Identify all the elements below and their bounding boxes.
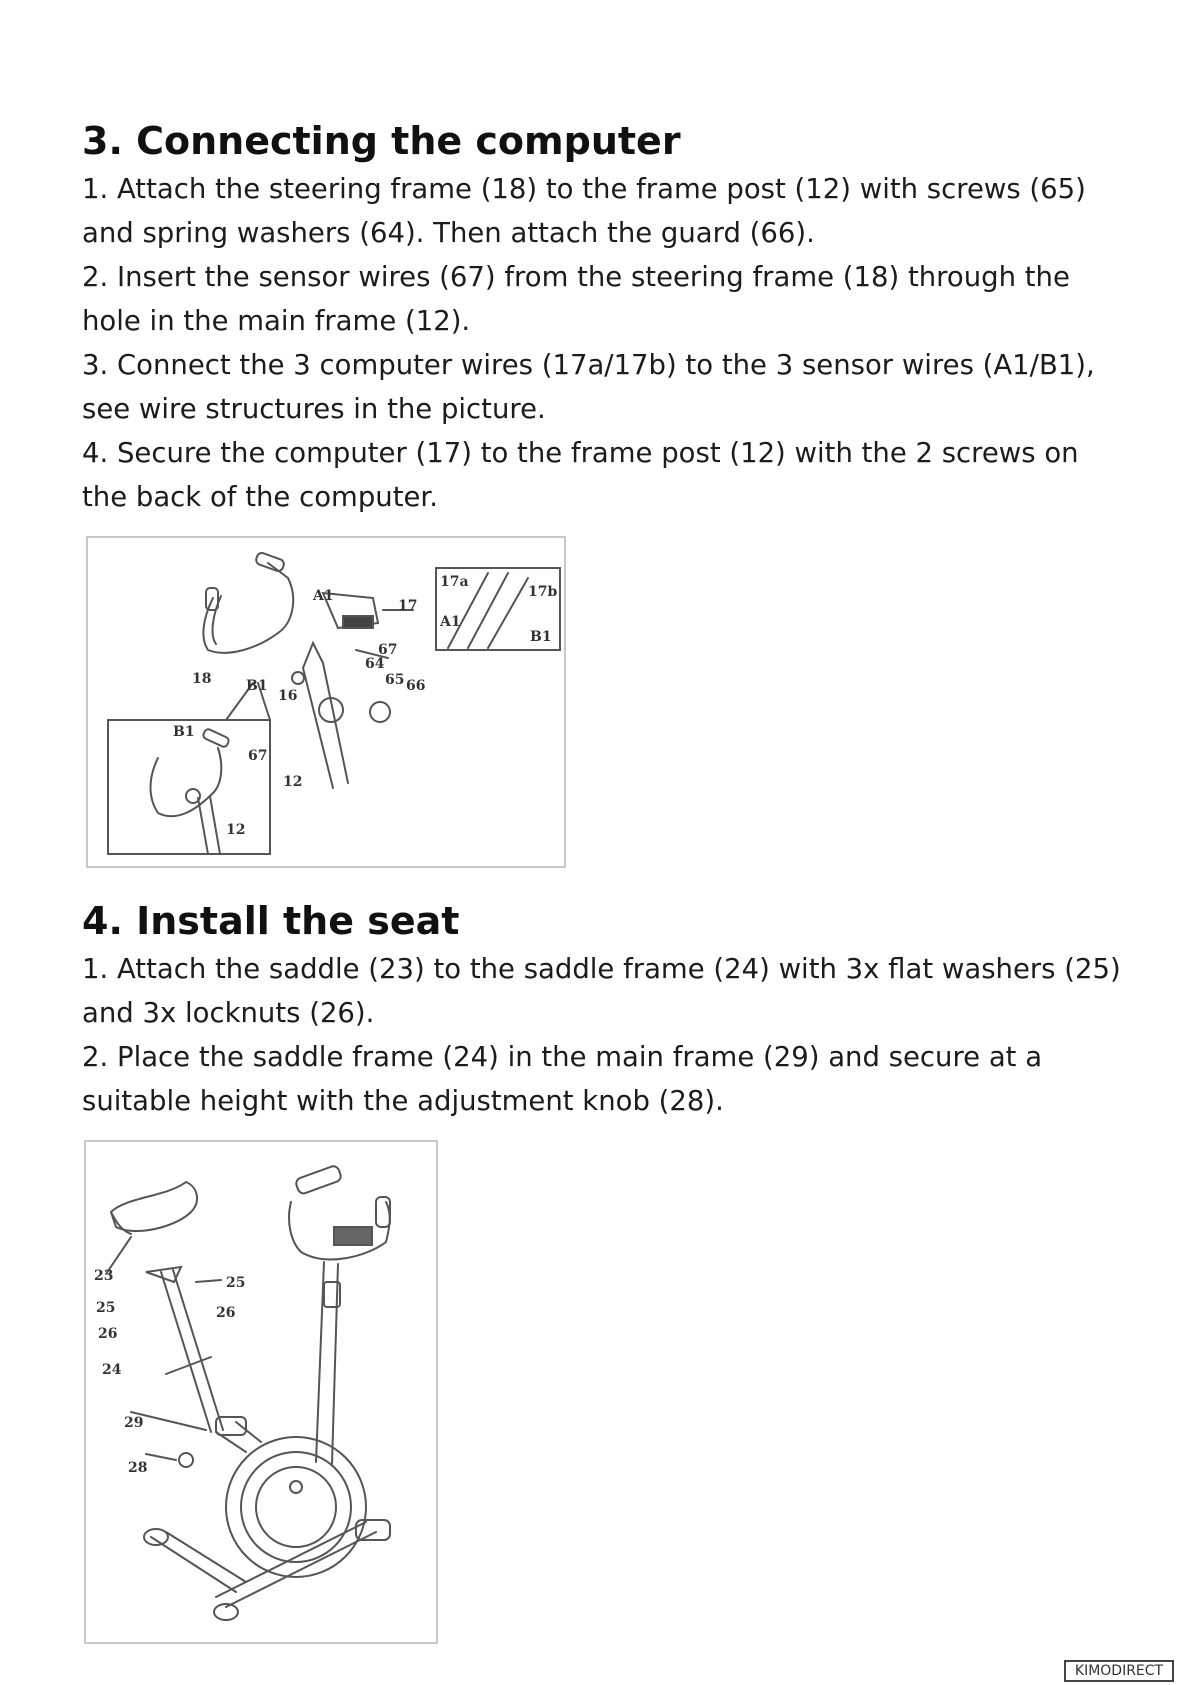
label-b1-inset: B1 — [530, 629, 552, 645]
label-17b: 17b — [528, 584, 558, 600]
label-24: 24 — [102, 1362, 122, 1378]
section-3-step-4: 4. Secure the computer (17) to the frame post (12) with the 2 screws on the back of the computer. — [82, 437, 1079, 513]
label-26-right: 26 — [216, 1305, 236, 1321]
label-26: 26 — [98, 1326, 118, 1342]
section-3-title: 3. Connecting the computer — [82, 119, 681, 163]
label-12-left-inset: 12 — [226, 822, 246, 838]
label-65: 65 — [385, 672, 405, 688]
label-28: 28 — [128, 1460, 148, 1476]
label-12: 12 — [283, 774, 303, 790]
seat-installation-diagram — [84, 1140, 438, 1644]
label-67-left-inset: 67 — [248, 748, 268, 764]
label-b1: B1 — [246, 678, 268, 694]
label-18: 18 — [192, 671, 212, 687]
label-29: 29 — [124, 1415, 144, 1431]
section-3-step-2: 2. Insert the sensor wires (67) from the steering frame (18) through the hole in the main frame (12). — [82, 261, 1070, 337]
section-4-step-2: 2. Place the saddle frame (24) in the main frame (29) and secure at a suitable height with the adjustment knob (28). — [82, 1041, 1043, 1117]
label-16: 16 — [278, 688, 298, 704]
label-b1-left-inset: B1 — [173, 724, 195, 740]
label-25-right: 25 — [226, 1275, 246, 1291]
seat-installation-drawing — [86, 1142, 436, 1642]
computer-connection-drawing — [88, 538, 564, 866]
label-25: 25 — [96, 1300, 116, 1316]
label-17: 17 — [398, 598, 418, 614]
label-a1: A1 — [313, 588, 334, 604]
label-23: 23 — [94, 1268, 114, 1284]
label-66: 66 — [406, 678, 426, 694]
section-3-step-1: 1. Attach the steering frame (18) to the frame post (12) with screws (65) and spring washers (64). Then attach the guard (66). — [82, 173, 1086, 249]
label-a1-inset: A1 — [440, 614, 461, 630]
label-17a: 17a — [440, 574, 469, 590]
section-3-step-3: 3. Connect the 3 computer wires (17a/17b) to the 3 sensor wires (A1/B1), see wire structures in the picture. — [82, 349, 1095, 425]
label-64: 64 — [365, 656, 385, 672]
section-4-title: 4. Install the seat — [82, 899, 460, 943]
section-4-step-1: 1. Attach the saddle (23) to the saddle frame (24) with 3x flat washers (25) and 3x locknuts (26). — [82, 953, 1121, 1029]
computer-connection-diagram — [86, 536, 566, 868]
computer-diagram-labels — [173, 574, 557, 838]
section-3-steps — [82, 167, 1132, 519]
kimodirect-logo: KIMODIRECT — [1064, 1660, 1174, 1682]
label-67: 67 — [378, 642, 398, 658]
section-4-steps — [82, 947, 1132, 1123]
